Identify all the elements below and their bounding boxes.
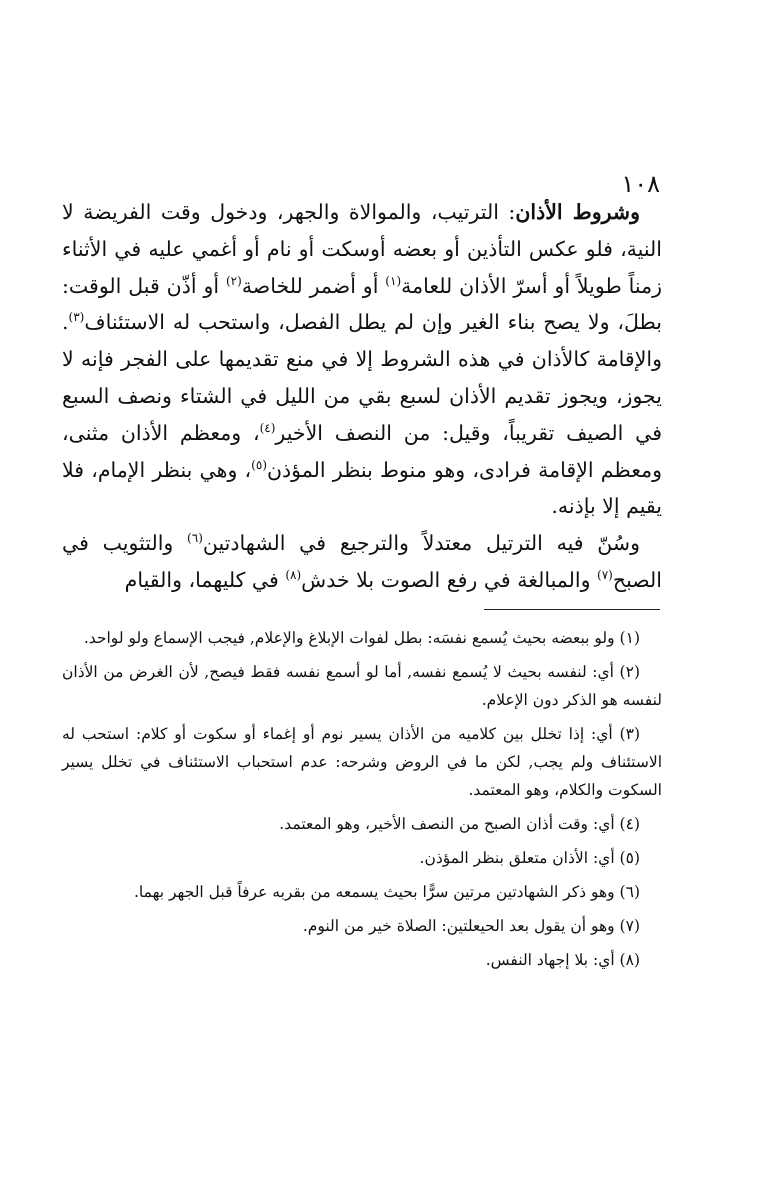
- text-segment: والتثويب في الصبح: [62, 531, 662, 592]
- footnote-2: (٢) أي: لنفسه بحيث لا يُسمع نفسه, أما لو أسمع نفسه فقط فيصح, لأن الغرض من الأذان لنفسه هو الذكر دون الإعلام.: [62, 663, 662, 709]
- text-segment: أو أضمر للخاصة: [241, 273, 386, 298]
- footnote-8: (٨) أي: بلا إجهاد النفس.: [485, 951, 640, 969]
- footnote-ref-4[interactable]: (٤): [259, 420, 276, 435]
- text-segment: : الترتيب، والموالاة والجهر، ودخول وقت الفريضة لا النية، فلو عكس التأذين أو بعضه أوسكت أو نام أو أغمي عليه في الأثناء زمناً طويلاً أو أسرّ الأذان للعامة: [62, 200, 662, 298]
- text-segment: في كليهما، والقيام: [124, 567, 286, 592]
- footnote-ref-5[interactable]: (٥): [251, 457, 267, 472]
- footnote-ref-6[interactable]: (٦): [187, 531, 203, 546]
- footnote-6: (٦) وهو ذكر الشهادتين مرتين سرًّا بحيث يسمعه من بقربه عرفاً قبل الجهر بهما.: [134, 883, 640, 901]
- footnote-7: (٧) وهو أن يقول بعد الحيعلتين: الصلاة خير من النوم.: [302, 917, 640, 935]
- footnote-ref-1[interactable]: (١): [385, 273, 402, 288]
- text-segment: ، وهي بنظر الإمام، فلا يقيم إلا بإذنه.: [62, 457, 662, 519]
- section-heading: وشروط الأذان: [515, 200, 641, 224]
- paragraph-adhan-conditions: [62, 194, 662, 525]
- footnote-separator: [484, 609, 660, 610]
- footnote-4: (٤) أي: وقت أذان الصبح من النصف الأخير، وهو المعتمد.: [279, 815, 640, 833]
- paragraph-sunan: [62, 525, 662, 599]
- page-number: ١٠٨: [621, 170, 660, 198]
- footnote-1: (١) ولو ببعضه بحيث يُسمع نفسَه: بطل لفوات الإبلاغ والإعلام, فيجب الإسماع ولو لواحد.: [83, 629, 640, 647]
- footnote-ref-7[interactable]: (٧): [597, 568, 613, 583]
- footnote-5: (٥) أي: الأذان متعلق بنظر المؤذن.: [419, 849, 640, 867]
- footnote-ref-8[interactable]: (٨): [285, 568, 302, 583]
- footnote-ref-2[interactable]: (٢): [225, 273, 242, 288]
- footnote-ref-3[interactable]: (٣): [68, 310, 85, 325]
- text-segment: أو أذّن قبل الوقت: بطلَ، ولا يصح بناء الغير وإن لم يطل الفصل، واستحب له الاستئناف: [62, 273, 662, 335]
- footnotes: [62, 624, 662, 980]
- text-segment: ، ومعظم الأذان مثنى، ومعظم الإقامة فرادى، وهو منوط بنظر المؤذن: [62, 420, 663, 482]
- text-segment: والمبالغة في رفع الصوت بلا خدش: [301, 567, 598, 592]
- footnote-3: (٣) أي: إذا تخلل بين كلاميه من الأذان يسير نوم أو إغماء أو سكوت أو كلام: استحب له الاستئناف ولم يجب, لكن ما في الروض وشرحه: عدم استحباب الاستئناف في تخلل يسير السكوت والكلام، وهو المعتمد.: [62, 725, 662, 799]
- text-segment: وسُنّ فيه الترتيل معتدلاً والترجيع في الشهادتين: [202, 531, 640, 556]
- text-segment: . والإقامة كالأذان في هذه الشروط إلا في منع تقديمها على الفجر فإنه لا يجوز، ويجوز تقديم الأذان لسبع بقي من الليل في الشتاء ونصف السبع في الصيف تقريباً، وقيل: من النصف الأخير: [62, 310, 662, 445]
- main-text: [62, 194, 662, 599]
